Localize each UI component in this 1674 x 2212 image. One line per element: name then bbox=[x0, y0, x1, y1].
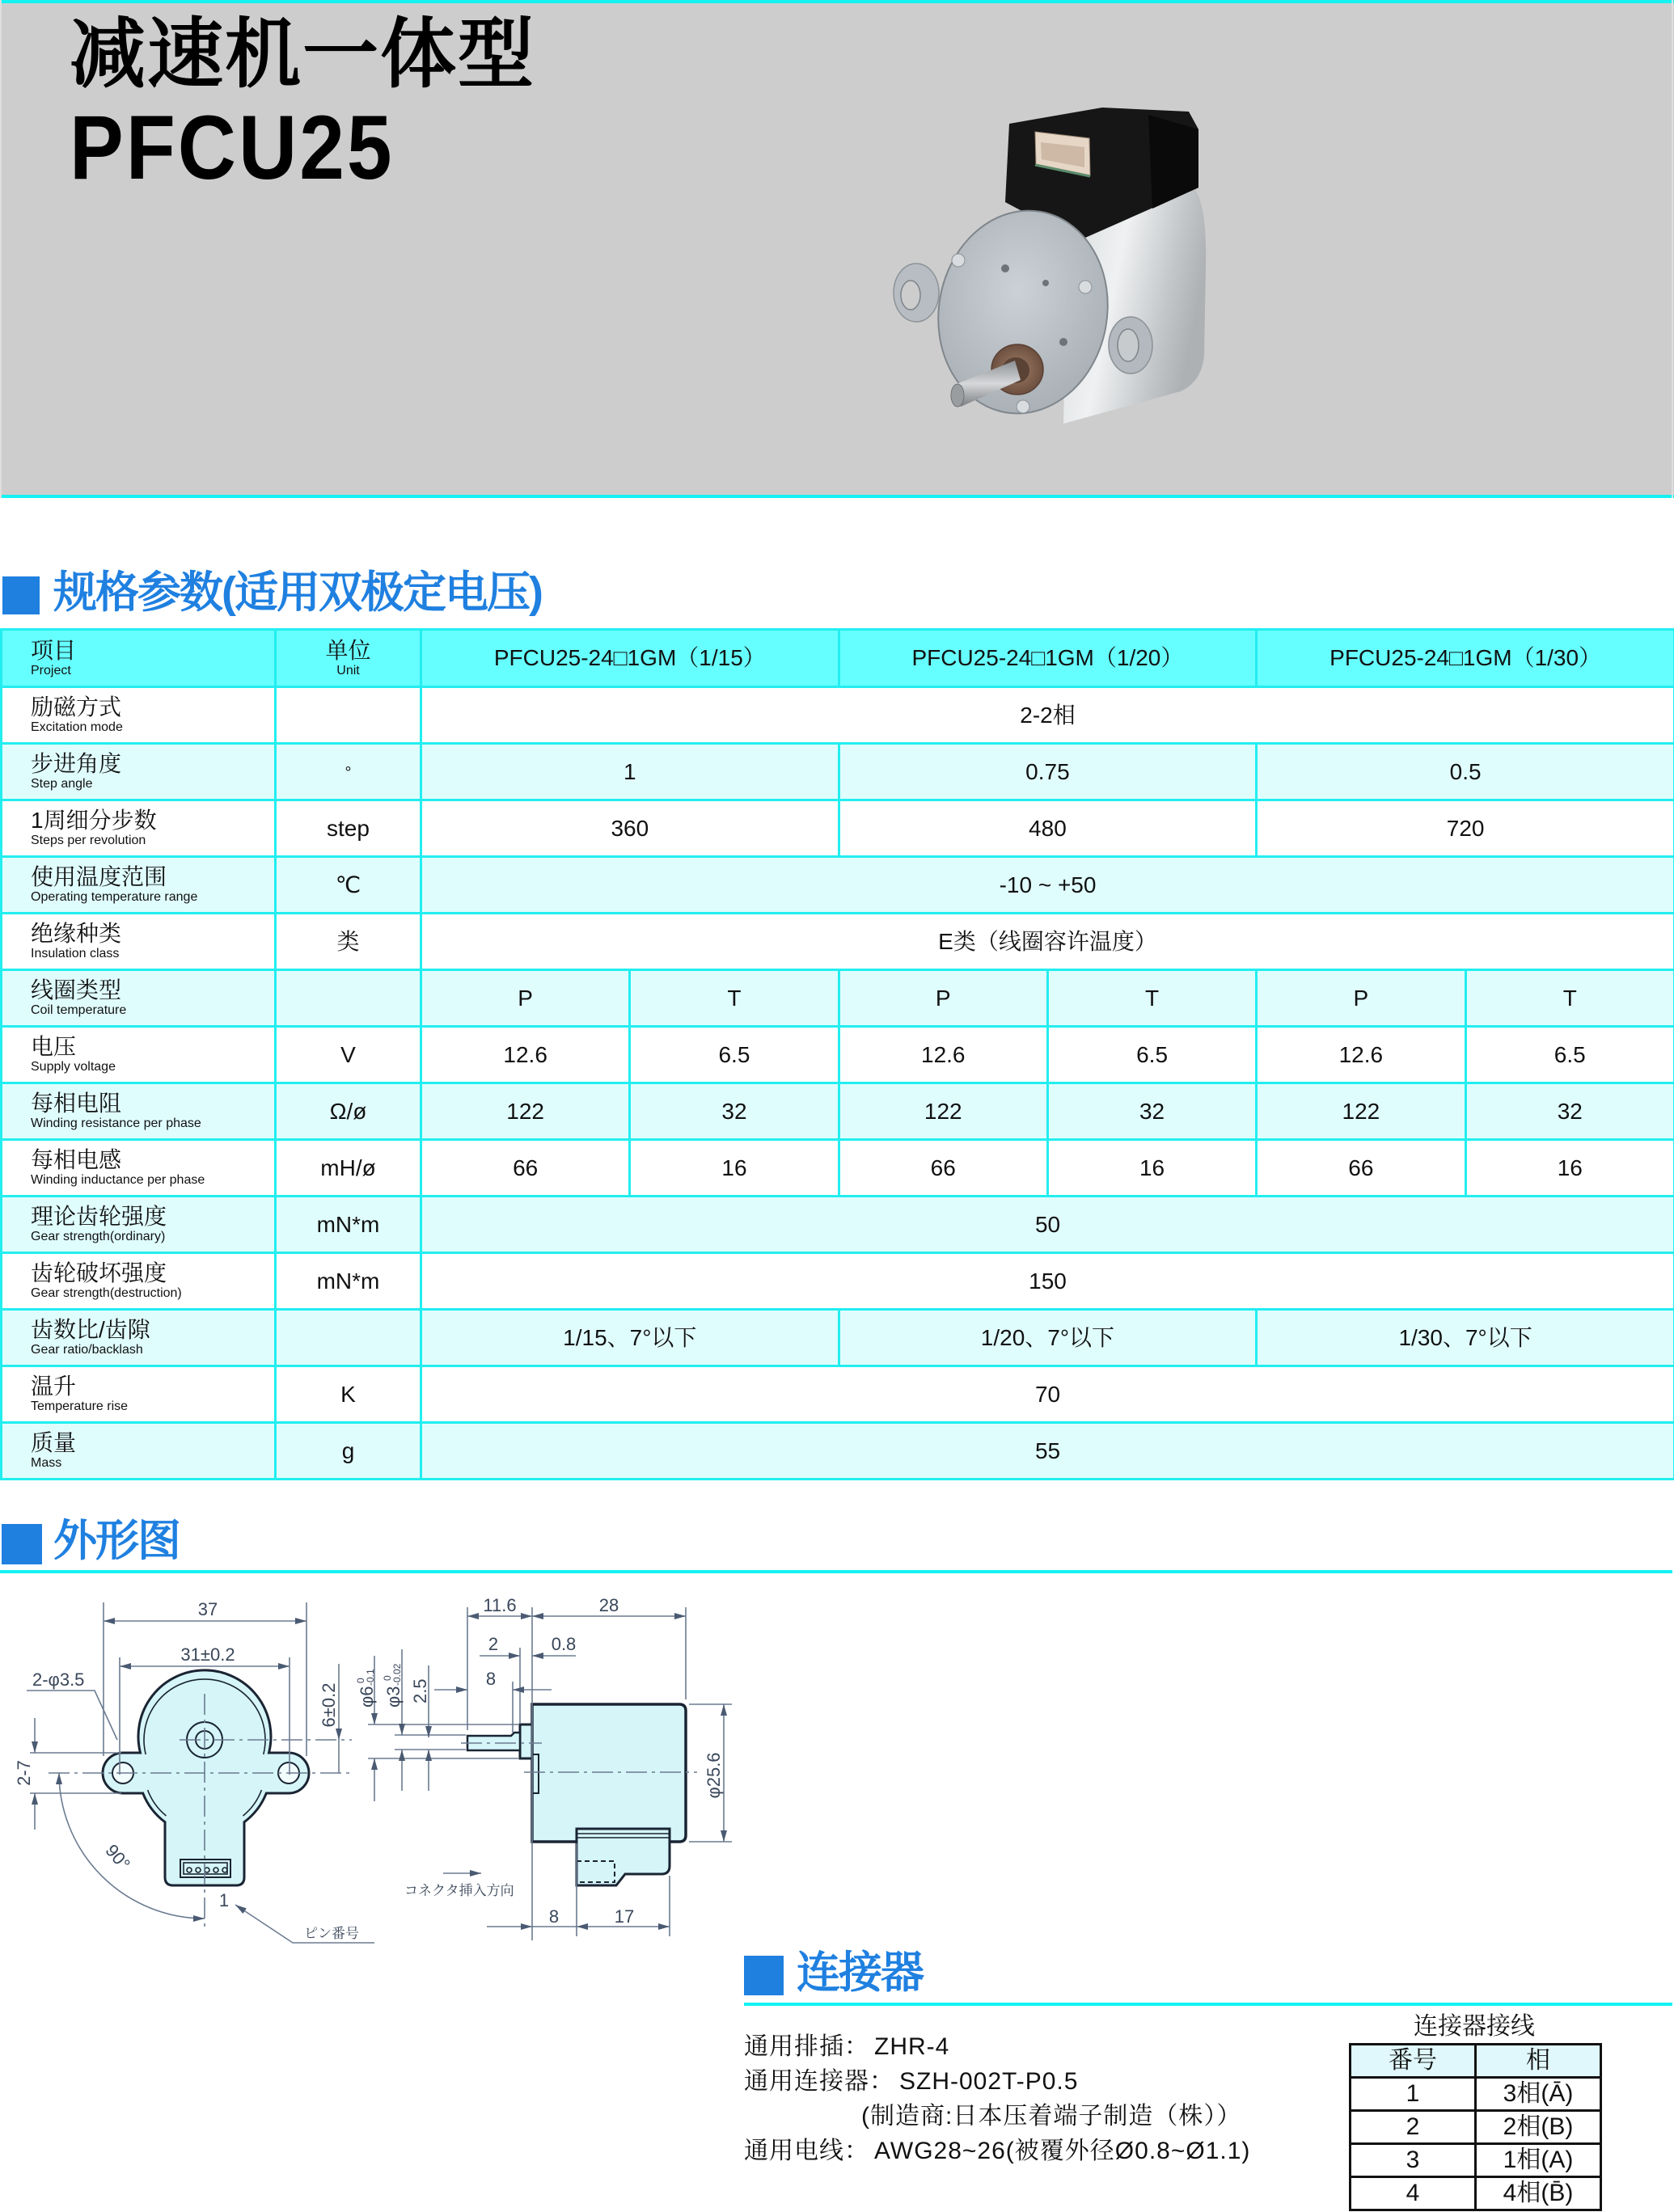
value-cell: 1/30、7°以下 bbox=[1257, 1310, 1674, 1366]
row-label-cn: 线圈类型 bbox=[31, 977, 122, 1003]
wiring-table-title: 连接器接线 bbox=[1414, 2013, 1535, 2040]
outline-section-title: 外形图 bbox=[53, 1517, 180, 1565]
row-label bbox=[2, 1083, 276, 1140]
row-label-en: Gear strength(ordinary) bbox=[31, 1230, 166, 1243]
faceplate-rivet bbox=[952, 254, 965, 267]
value-cell: T bbox=[630, 970, 839, 1027]
connector-section-rule bbox=[744, 2003, 1672, 2006]
value-cell: 12.6 bbox=[1257, 1027, 1465, 1083]
spec-value: AWG28~26(被覆外径Ø0.8~Ø1.1) bbox=[874, 2138, 1251, 2164]
value-cell: 66 bbox=[1257, 1140, 1465, 1197]
left-mount-hole bbox=[901, 281, 920, 310]
unit-degree: ° bbox=[345, 764, 352, 782]
row-label bbox=[2, 1197, 276, 1253]
side-shaft bbox=[467, 1733, 520, 1750]
insert-direction-label: コネクタ挿入方向 bbox=[404, 1883, 514, 1899]
dim-label-conn-length: 17 bbox=[614, 1906, 635, 1927]
value-cell: P bbox=[1257, 970, 1465, 1027]
product-banner bbox=[0, 0, 1674, 498]
section-marker-icon bbox=[2, 576, 40, 614]
value-cell: 360 bbox=[421, 800, 839, 857]
right-mount-hole bbox=[1118, 329, 1139, 361]
row-label-cn: 1周细分步数 bbox=[31, 808, 157, 833]
value-cell: 122 bbox=[839, 1083, 1047, 1140]
spec-row-mass bbox=[2, 1423, 1674, 1480]
value-cell: 12.6 bbox=[421, 1027, 630, 1083]
dim-label-angle: 90° bbox=[101, 1840, 135, 1874]
value-cell: 480 bbox=[839, 800, 1257, 857]
value-cell: E类（线圈容许温度） bbox=[421, 914, 1674, 970]
row-label-cn: 温升 bbox=[31, 1374, 77, 1399]
value-cell: 50 bbox=[421, 1197, 1674, 1253]
row-label-en: Insulation class bbox=[31, 947, 120, 960]
row-label-en: Operating temperature range bbox=[31, 890, 198, 904]
wiring-row bbox=[1351, 2177, 1601, 2210]
value-cell: 70 bbox=[421, 1366, 1674, 1423]
pin-one-label: 1 bbox=[218, 1890, 230, 1910]
spec-row-winding-inductance bbox=[2, 1140, 1674, 1197]
dim-label-flange: 2-7 bbox=[14, 1760, 34, 1786]
tol-upper: 0 bbox=[355, 1678, 366, 1683]
value-cell: P bbox=[839, 970, 1047, 1027]
value-cell: -10 ~ +50 bbox=[421, 857, 1674, 914]
row-label-en: Temperature rise bbox=[31, 1399, 129, 1413]
dim-label-gap: 0.8 bbox=[551, 1634, 577, 1654]
row-label-en: Winding resistance per phase bbox=[31, 1117, 201, 1130]
value-cell: 6.5 bbox=[630, 1027, 839, 1083]
spec-row-supply-voltage bbox=[2, 1027, 1674, 1083]
row-label bbox=[2, 1366, 276, 1423]
row-label-cn: 齿数比/齿隙 bbox=[31, 1317, 150, 1342]
product-model-title: PFCU25 bbox=[70, 97, 395, 199]
unit-cell: mN*m bbox=[276, 1197, 421, 1253]
row-label-cn: 励磁方式 bbox=[31, 694, 122, 720]
wiring-pin: 2 bbox=[1351, 2111, 1476, 2144]
dim-label-shaft-offset: 6±0.2 bbox=[319, 1682, 339, 1728]
value-cell: 66 bbox=[421, 1140, 630, 1197]
dim-label-boss-dia-group bbox=[355, 1669, 377, 1708]
spec-label: 通用电线： bbox=[744, 2138, 869, 2164]
banner-top-rule bbox=[0, 0, 1674, 3]
tol-lower: -0.02 bbox=[391, 1663, 403, 1686]
header-model-1-30: PFCU25-24□1GM（1/30） bbox=[1257, 630, 1674, 687]
row-label bbox=[2, 1027, 276, 1083]
faceplate-rivet bbox=[1017, 400, 1029, 413]
spec-row-coil-type bbox=[2, 970, 1674, 1027]
row-label-en: Gear ratio/backlash bbox=[31, 1343, 143, 1357]
side-body-outline bbox=[532, 1704, 686, 1842]
row-label-en: Winding inductance per phase bbox=[31, 1173, 205, 1187]
value-cell: 1 bbox=[421, 744, 839, 800]
value-cell: 16 bbox=[1465, 1140, 1674, 1197]
motor-photo bbox=[873, 93, 1213, 433]
output-shaft-end bbox=[951, 384, 964, 407]
wiring-pin: 3 bbox=[1351, 2144, 1476, 2177]
row-label-cn: 电压 bbox=[31, 1034, 77, 1059]
wiring-pin: 4 bbox=[1351, 2177, 1476, 2210]
unit-cell bbox=[276, 1310, 421, 1366]
unit-cell bbox=[276, 970, 421, 1027]
spec-row-gear-ratio-backlash bbox=[2, 1310, 1674, 1366]
dim-label-shaft-length: 11.6 bbox=[483, 1595, 517, 1615]
row-label-cn: 每相电阻 bbox=[31, 1091, 122, 1116]
value-cell: 150 bbox=[421, 1253, 1674, 1310]
row-label-cn: 理论齿轮强度 bbox=[31, 1204, 167, 1229]
value-cell: T bbox=[1465, 970, 1674, 1027]
header-unit-en: Unit bbox=[336, 663, 360, 678]
product-category-title: 减速机一体型 bbox=[70, 11, 536, 96]
row-label bbox=[2, 1253, 276, 1310]
value-cell: 32 bbox=[630, 1083, 839, 1140]
header-unit-cn: 单位 bbox=[325, 637, 371, 663]
dim-label-shaft-dia-group bbox=[382, 1663, 404, 1708]
wiring-phase: 1相(A) bbox=[1476, 2144, 1601, 2177]
spec-label: 通用连接器： bbox=[744, 2068, 894, 2095]
unit-cell: V bbox=[276, 1027, 421, 1083]
value-cell: 1/15、7°以下 bbox=[421, 1310, 839, 1366]
value-cell: 122 bbox=[421, 1083, 630, 1140]
row-label bbox=[2, 800, 276, 857]
front-body-outline bbox=[103, 1670, 309, 1885]
dim-label-body-dia: φ25.6 bbox=[704, 1752, 724, 1799]
spec-row-gear-strength-destruction bbox=[2, 1253, 1674, 1310]
row-label-en: Gear strength(destruction) bbox=[31, 1286, 182, 1300]
section-marker-icon bbox=[2, 1524, 42, 1564]
unit-cell: mN*m bbox=[276, 1253, 421, 1310]
pin-number-label: ピン番号 bbox=[304, 1926, 359, 1942]
unit-cell: g bbox=[276, 1423, 421, 1480]
spec-row-gear-strength-ordinary bbox=[2, 1197, 1674, 1253]
value-cell: 0.75 bbox=[839, 744, 1257, 800]
dim-label-overall-width: 37 bbox=[197, 1599, 218, 1619]
row-label bbox=[2, 1140, 276, 1197]
dim-label-boss-dia: φ6 bbox=[357, 1686, 377, 1708]
unit-cell: mH/ø bbox=[276, 1140, 421, 1197]
unit-cell: Ω/ø bbox=[276, 1083, 421, 1140]
faceplate-rivet bbox=[1079, 281, 1092, 293]
unit-cell bbox=[276, 744, 421, 800]
spec-table bbox=[0, 628, 1674, 1480]
value-cell: 720 bbox=[1257, 800, 1674, 857]
wiring-phase: 4相(B̄) bbox=[1476, 2177, 1601, 2210]
spec-label: 通用排插： bbox=[744, 2033, 869, 2060]
row-label bbox=[2, 1310, 276, 1366]
dim-label-shaft-dia: φ3 bbox=[383, 1686, 404, 1708]
banner-bottom-rule bbox=[0, 495, 1674, 498]
connector-specs bbox=[744, 2029, 1250, 2168]
value-cell: 122 bbox=[1257, 1083, 1465, 1140]
row-label-cn: 每相电感 bbox=[31, 1147, 122, 1172]
spec-value: ZHR-4 bbox=[874, 2033, 950, 2060]
value-cell: 0.5 bbox=[1257, 744, 1674, 800]
row-label-cn: 质量 bbox=[31, 1430, 77, 1455]
row-label-cn: 绝缘种类 bbox=[31, 921, 122, 946]
side-view bbox=[355, 1595, 732, 1940]
spec-row-insulation-class bbox=[2, 914, 1674, 970]
tol-lower: -0.1 bbox=[365, 1669, 376, 1686]
faceplate-hole bbox=[1059, 338, 1067, 346]
spec-row-excitation-mode bbox=[2, 687, 1674, 744]
wiring-header-row bbox=[1351, 2045, 1601, 2078]
wiring-phase: 3相(Ā) bbox=[1476, 2078, 1601, 2111]
wiring-pin: 1 bbox=[1351, 2078, 1476, 2111]
connector-spec-header bbox=[744, 2029, 1250, 2064]
unit-cell: step bbox=[276, 800, 421, 857]
unit-cell bbox=[276, 687, 421, 744]
row-label bbox=[2, 914, 276, 970]
row-label-cn: 步进角度 bbox=[31, 751, 122, 776]
front-view bbox=[14, 1599, 374, 1943]
value-cell: T bbox=[1047, 970, 1256, 1027]
value-cell: P bbox=[421, 970, 630, 1027]
row-label-cn: 齿轮破坏强度 bbox=[31, 1260, 167, 1285]
value-cell: 16 bbox=[1047, 1140, 1256, 1197]
faceplate-hole bbox=[1001, 264, 1009, 272]
connector-spec-terminal bbox=[744, 2064, 1250, 2099]
header-model-1-20: PFCU25-24□1GM（1/20） bbox=[839, 630, 1257, 687]
value-cell: 16 bbox=[630, 1140, 839, 1197]
value-cell: 6.5 bbox=[1047, 1027, 1256, 1083]
wiring-row bbox=[1351, 2111, 1601, 2144]
header-item-en: Project bbox=[31, 663, 71, 678]
row-label-en: Coil temperature bbox=[31, 1003, 127, 1017]
dim-label-boss: 2 bbox=[488, 1634, 499, 1654]
wiring-header-phase: 相 bbox=[1476, 2045, 1601, 2078]
value-cell: 32 bbox=[1047, 1083, 1256, 1140]
unit-cell: ℃ bbox=[276, 857, 421, 914]
value-cell: 55 bbox=[421, 1423, 1674, 1480]
spec-row-winding-resistance bbox=[2, 1083, 1674, 1140]
spec-row-steps-per-revolution bbox=[2, 800, 1674, 857]
row-label bbox=[2, 1423, 276, 1480]
connector-spec-manufacturer bbox=[744, 2099, 1250, 2134]
spec-row-step-angle bbox=[2, 744, 1674, 800]
dim-label-flat-width: 2.5 bbox=[410, 1678, 430, 1703]
value-cell: 32 bbox=[1465, 1083, 1674, 1140]
row-label-en: Steps per revolution bbox=[31, 834, 146, 847]
wiring-row bbox=[1351, 2144, 1601, 2177]
dim-label-body-length: 28 bbox=[598, 1595, 619, 1615]
banner-right-edge bbox=[1672, 0, 1673, 498]
value-cell: 12.6 bbox=[839, 1027, 1047, 1083]
value-cell: 6.5 bbox=[1465, 1027, 1674, 1083]
unit-cell: 类 bbox=[276, 914, 421, 970]
row-label-en: Supply voltage bbox=[31, 1060, 116, 1074]
row-label-en: Excitation mode bbox=[31, 720, 123, 734]
connector-section-title: 连接器 bbox=[797, 1948, 923, 1997]
row-label bbox=[2, 687, 276, 744]
header-item-cn: 项目 bbox=[31, 637, 77, 663]
faceplate-hole bbox=[1042, 280, 1049, 286]
wiring-phase: 2相(B) bbox=[1476, 2111, 1601, 2144]
spec-section-title: 规格参数(适用双极定电压) bbox=[53, 568, 542, 617]
connector-spec-wire bbox=[744, 2134, 1250, 2168]
value-cell: 2-2相 bbox=[421, 687, 1674, 744]
header-model-1-15: PFCU25-24□1GM（1/15） bbox=[421, 630, 839, 687]
dim-label-hole-pitch: 31±0.2 bbox=[180, 1644, 235, 1665]
header-unit bbox=[276, 630, 421, 687]
unit-cell: K bbox=[276, 1366, 421, 1423]
outline-drawing bbox=[0, 1577, 744, 1957]
dim-label-flat: 8 bbox=[485, 1669, 497, 1689]
spec-row-operating-temperature bbox=[2, 857, 1674, 914]
value-cell: 1/20、7°以下 bbox=[839, 1310, 1257, 1366]
spec-row-temperature-rise bbox=[2, 1366, 1674, 1423]
spec-value: (制造商:日本压着端子制造（株）） bbox=[861, 2103, 1242, 2130]
wiring-row bbox=[1351, 2078, 1601, 2111]
wiring-header-pin: 番号 bbox=[1351, 2045, 1476, 2078]
row-label-en: Step angle bbox=[31, 777, 93, 791]
wiring-table bbox=[1349, 2043, 1602, 2211]
dim-label-holes: 2-φ3.5 bbox=[32, 1670, 85, 1690]
outline-section-rule bbox=[0, 1570, 1672, 1573]
header-item bbox=[2, 630, 276, 687]
row-label bbox=[2, 857, 276, 914]
dim-label-conn-offset: 8 bbox=[548, 1906, 560, 1927]
row-label-cn: 使用温度范围 bbox=[31, 864, 167, 889]
banner-left-edge bbox=[0, 0, 2, 498]
side-boss bbox=[520, 1724, 532, 1758]
section-marker-icon bbox=[744, 1956, 784, 1995]
spec-table-header bbox=[2, 630, 1674, 687]
spec-value: SZH-002T-P0.5 bbox=[899, 2068, 1079, 2095]
tol-upper: 0 bbox=[382, 1675, 393, 1681]
value-cell: 66 bbox=[839, 1140, 1047, 1197]
row-label bbox=[2, 744, 276, 800]
row-label-en: Mass bbox=[31, 1456, 62, 1470]
row-label bbox=[2, 970, 276, 1027]
